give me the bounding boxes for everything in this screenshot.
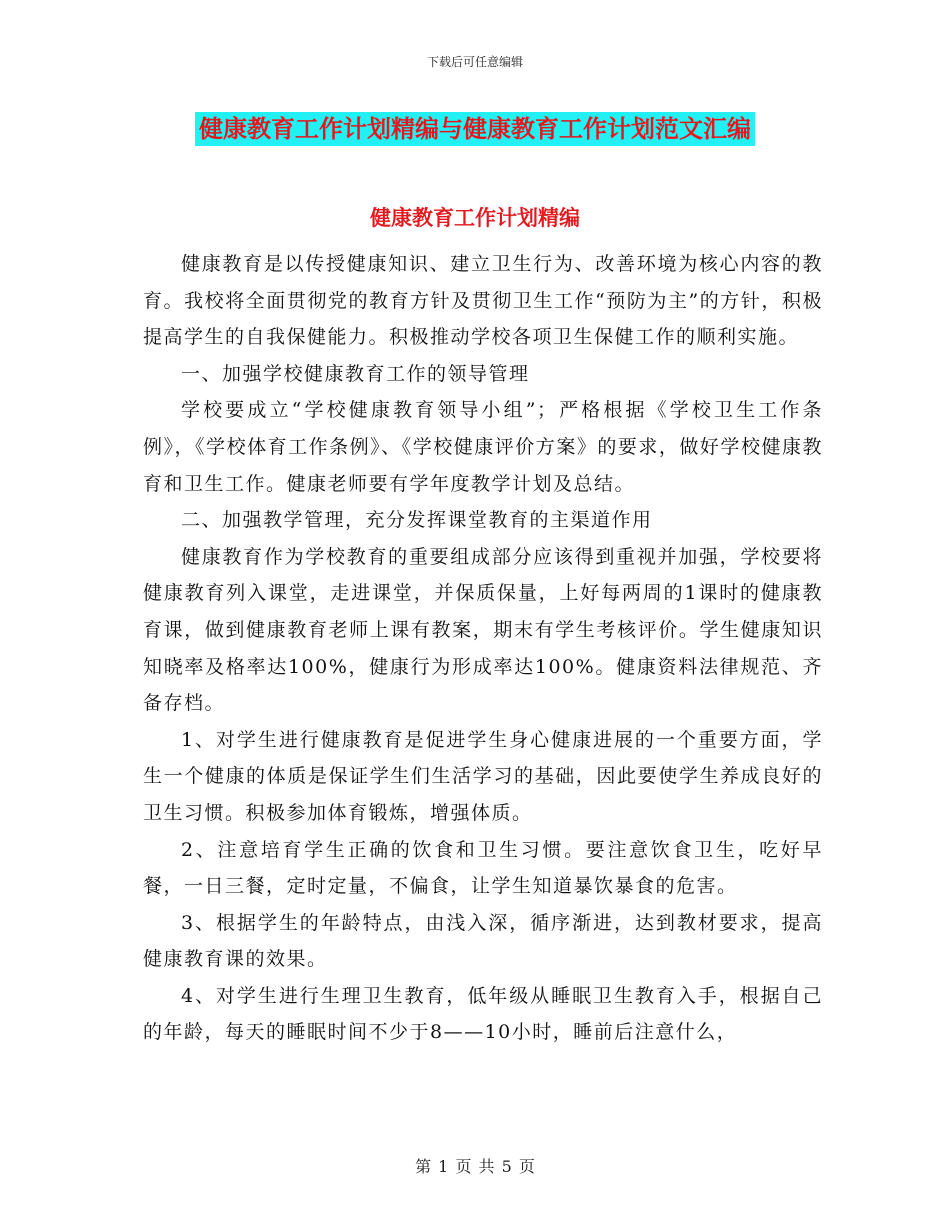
header-note: 下载后可任意编辑 — [426, 55, 523, 69]
page-number: 第 1 页 共 5 页 — [415, 1157, 535, 1176]
section-heading: 一、加强学校健康教育工作的领导管理 — [181, 362, 530, 385]
body-paragraph: 健康教育是以传授健康知识、建立卫生行为、改善环境为核心内容的教育。我校将全面贯彻党的教育方针及贯彻卫生工作“预防为主”的方针，积极提高学生的自我保健能力。积极推动学校各项卫生保健工作的顺利实施。 — [143, 253, 823, 349]
body-paragraph: 学校要成立“学校健康教育领导小组”；严格根据《学校卫生工作条例》，《学校体育工作条例》、《学校健康评价方案》的要求，做好学校健康教育和卫生工作。健康老师要有学年度教学计划及总结。 — [143, 399, 823, 495]
section-heading: 二、加强教学管理，充分发挥课堂教育的主渠道作用 — [181, 509, 653, 532]
body-paragraph: 健康教育作为学校教育的重要组成部分应该得到重视并加强，学校要将健康教育列入课堂，走进课堂，并保质保量，上好每两周的1课时的健康教育课，做到健康教育老师上课有教案，期末有学生考核评价。学生健康知识知晓率及格率达100%，健康行为形成率达100%。健康资料法律规范、齐备存档。 — [143, 545, 823, 715]
section-title: 健康教育工作计划精编 — [370, 206, 580, 230]
list-item: 1、对学生进行健康教育是促进学生身心健康进展的一个重要方面，学生一个健康的体质是保证学生们生活学习的基础，因此要使学生养成良好的卫生习惯。积极参加体育锻炼，增强体质。 — [143, 728, 823, 824]
list-item: 4、对学生进行生理卫生教育，低年级从睡眠卫生教育入手，根据自己的年龄，每天的睡眠时间不少于8——10小时，睡前后注意什么， — [143, 984, 823, 1044]
list-item: 2、注意培育学生正确的饮食和卫生习惯。要注意饮食卫生，吃好早餐，一日三餐，定时定量，不偏食，让学生知道暴饮暴食的危害。 — [143, 838, 823, 898]
list-item: 3、根据学生的年龄特点，由浅入深，循序渐进，达到教材要求，提高健康教育课的效果。 — [143, 911, 823, 971]
document-title: 健康教育工作计划精编与健康教育工作计划范文汇编 — [195, 112, 755, 146]
document-body — [143, 246, 823, 1051]
